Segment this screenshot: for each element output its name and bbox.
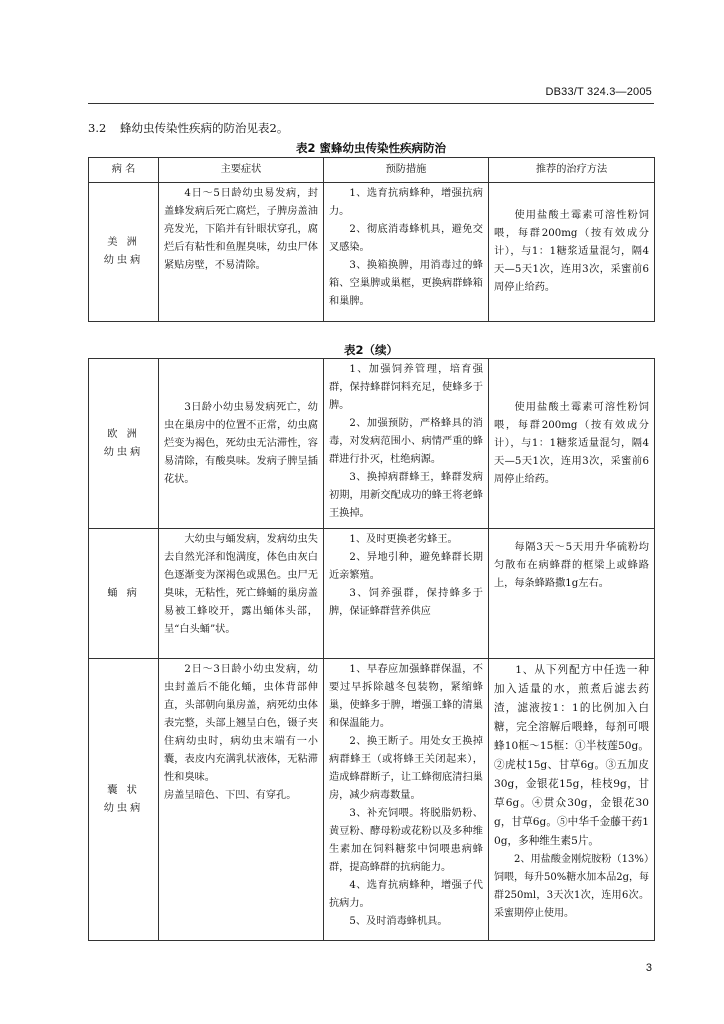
disease-name (89, 183, 159, 322)
symptoms-text: 4日～5日龄幼虫易发病，封盖蜂发病后死亡腐烂，子脾房盖油亮发光，下陷并有针眼状穿孔，腐烂后有粘性和鱼腥臭味，幼虫尸体紧贴房壁，不易清除。 (164, 188, 318, 271)
prevention-item: 2、换王断子。用处女王换掉病群蜂王（或将蜂王关闭起来），造成蜂群断子，让工蜂彻底清扫巢房，减少病毒数量。 (329, 736, 483, 801)
symptoms-text: 大幼虫与蛹发病，发病幼虫失去自然光泽和饱满度，体色由灰白色逐渐变为深褐色或黑色。虫尸无臭味，无粘性，死亡蜂蛹的巢房盖易被工蜂咬开，露出蛹体头部，呈“白头蛹”状。 (164, 534, 318, 635)
prevention-item: 4、选育抗病蜂种，增强子代抗病力。 (329, 880, 483, 909)
header-rule (88, 103, 654, 104)
prevention-item: 1、及时更换老劣蜂王。 (349, 534, 458, 545)
prevention-item: 1、早春应加强蜂群保温，不要过早拆除越冬包装物，紧缩蜂巢，使蜂多于脾，增强工蜂的清巢和保温能力。 (329, 664, 483, 729)
disease-table (88, 157, 655, 322)
prevention-item: 5、及时消毒蜂机具。 (349, 916, 448, 927)
prevention-cell (324, 659, 489, 941)
treatment-cell (489, 529, 655, 659)
header-name: 病 名 (89, 158, 159, 183)
prevention-item: 3、换掉病群蜂王，蜂群发病初期，用新交配成功的蜂王将老蜂王换掉。 (329, 472, 483, 519)
symptoms-text: 3日龄小幼虫易发病死亡，幼虫在巢房中的位置不正常，幼虫腐烂变为褐色，死幼虫无沾滞性，容易清除，有酸臭味。发病子脾呈插花状。 (164, 401, 318, 485)
symptoms-text: 2日～3日龄小幼虫发病，幼虫封盖后不能化蛹，虫体背部伸直，头部朝向巢房盖，病死幼虫体表完整，头部上翘呈白色，镊子夹住病幼虫时，病幼虫末端有一小囊，表皮内充满乳状液体，无粘滞性和臭味。 (164, 664, 318, 783)
symptoms-text: 房盖呈暗色、下凹、有穿孔。 (164, 790, 297, 801)
header-prevention: 预防措施 (324, 158, 489, 183)
prevention-item: 3、饲养强群，保持蜂多于脾，保证蜂群营养供应 (329, 588, 483, 617)
disease-name-line: 蛹 病 (107, 587, 140, 599)
table-caption-continued: 表2（续） (343, 343, 398, 357)
symptoms-cell (159, 183, 324, 322)
disease-name-line: 幼虫病 (103, 446, 144, 458)
treatment-item: 2、用盐酸金刚烷胺粉（13%）饲喂，每升50%糖水加本品2g，每群250ml，3天次1次，连用6次。采蜜期停止使用。 (494, 854, 649, 919)
table-row (89, 183, 655, 322)
symptoms-cell (159, 529, 324, 659)
table-caption: 表2 蜜蜂幼虫传染性疾病防治 (295, 141, 446, 155)
prevention-item: 1、加强饲养管理，培育强群，保持蜂群饲料充足，使蜂多于脾。 (329, 364, 483, 411)
section-heading (88, 120, 288, 136)
treatment-text: 使用盐酸土霉素可溶性粉饲喂，每群200mg（按有效成分计），与1：1糖浆适量混匀，隔4天—5天1次，连用3次，采蜜前6周停止给药。 (494, 210, 649, 293)
table-row (89, 659, 655, 941)
prevention-item: 2、加强预防，严格蜂具的消毒，对发病范围小、病情严重的蜂群进行扑灭，杜绝病源。 (329, 418, 483, 465)
header-treatment: 推荐的治疗方法 (489, 158, 655, 183)
disease-name (89, 359, 159, 529)
treatment-text: 每隔3天～5天用升华硫粉均匀散布在病蜂群的框梁上或蜂路上，每条蜂路撒1g左右。 (494, 542, 649, 589)
disease-name-line: 美 洲 (107, 237, 140, 248)
disease-name (89, 529, 159, 659)
table-row (89, 359, 655, 529)
standard-code: DB33/T 324.3—2005 (545, 86, 652, 98)
prevention-item: 3、换箱换脾，用消毒过的蜂箱、空巢脾或巢框，更换病群蜂箱和巢脾。 (329, 260, 483, 307)
disease-name-line: 幼虫病 (103, 802, 144, 814)
disease-table-continued (88, 358, 655, 941)
treatment-text: 使用盐酸土霉素可溶性粉饲喂，每群200mg（按有效成分计），与1：1糖浆适量混匀，隔4天—5天1次，连用3次，采蜜前6周停止给药。 (494, 401, 649, 485)
disease-name-line: 幼虫病 (103, 255, 144, 266)
disease-name-line: 囊 状 (107, 784, 140, 796)
prevention-cell (324, 359, 489, 529)
page-number: 3 (645, 962, 652, 974)
prevention-item: 2、彻底消毒蜂机具，避免交叉感染。 (329, 224, 483, 253)
prevention-item: 3、补充饲喂。将脱脂奶粉、黄豆粉、酵母粉或花粉以及多种维生素加在饲料糖浆中饲喂患病蜂群，提高蜂群的抗病能力。 (329, 808, 483, 873)
prevention-cell (324, 183, 489, 322)
treatment-cell (489, 659, 655, 941)
treatment-cell (489, 183, 655, 322)
disease-name-line: 欧 洲 (107, 428, 140, 440)
treatment-item: 1、从下列配方中任选一种加入适量的水，煎煮后滤去药渣，滤液按1：1的比例加入白糖，完全溶解后喂蜂，每剂可喂蜂10框～15框：①半枝莲50g。②虎杖15g、甘草6g。③五加皮30g，金银花15g，桂枝9g，甘草6g。④贯众30g，金银花30g，甘草6g。⑤中华千金藤干药10g，多种维生素5片。 (494, 664, 649, 847)
prevention-cell (324, 529, 489, 659)
table-header-row (89, 158, 655, 183)
symptoms-cell (159, 659, 324, 941)
table-row (89, 529, 655, 659)
section-number: 3.2 (88, 121, 107, 135)
section-text: 蜂幼虫传染性疾病的防治见表2。 (120, 121, 289, 135)
symptoms-cell (159, 359, 324, 529)
treatment-cell (489, 359, 655, 529)
disease-name (89, 659, 159, 941)
prevention-item: 2、异地引种，避免蜂群长期近亲繁殖。 (329, 552, 483, 581)
prevention-item: 1、选育抗病蜂种，增强抗病力。 (329, 188, 483, 217)
header-symptoms: 主要症状 (159, 158, 324, 183)
